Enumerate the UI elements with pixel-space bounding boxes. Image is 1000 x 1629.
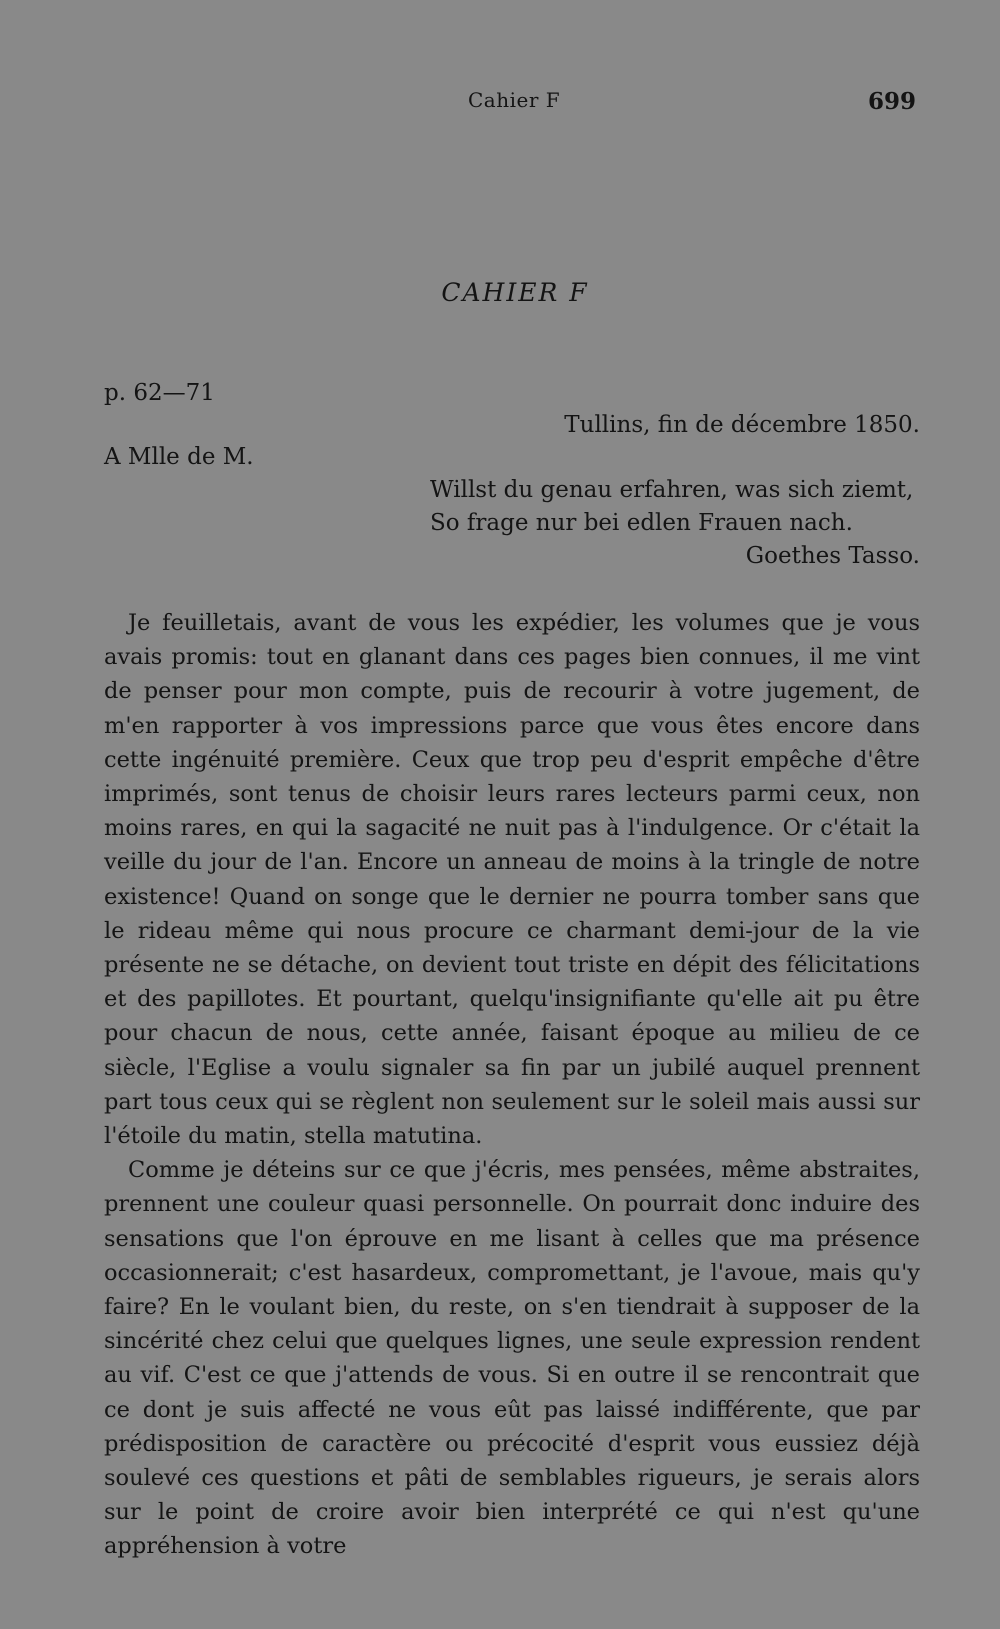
section-title: CAHIER F <box>441 278 589 307</box>
epigraph-source: Goethes Tasso. <box>745 543 920 569</box>
epigraph <box>430 474 920 573</box>
epigraph-line: Willst du genau erfahren, was sich ziemt, <box>430 477 914 503</box>
addressee: A Mlle de M. <box>104 444 254 470</box>
body-text <box>104 606 920 1564</box>
page-reference: p. 62—71 <box>104 380 215 406</box>
page-number: 699 <box>867 88 916 115</box>
paragraph: Je feuilletais, avant de vous les expédier, les volumes que je vous avais promis: tout en glanant dans ces pages bien connues, il me vint de penser pour mon compte, puis de recourir à votre jugement, de m'en rapporter à vos impressions parce que vous êtes encore dans cette ingénuité première. Ceux que trop peu d'esprit empêche d'être imprimés, sont tenus de choisir leurs rares lecteurs parmi ceux, non moins rares, en qui la sagacité ne nuit pas à l'indulgence. Or c'était la veille du jour de l'an. Encore un anneau de moins à la tringle de notre existence! Quand on songe que le dernier ne pourra tomber sans que le rideau même qui nous procure ce charmant demi-jour de la vie présente ne se détache, on devient tout triste en dépit des félicitations et des papillotes. Et pourtant, quelqu'insignifiante qu'elle ait pu être pour chacun de nous, cette année, faisant époque au milieu de ce siècle, l'Eglise a voulu signaler sa fin par un jubilé auquel prennent part tous ceux qui se règlent non seulement sur le soleil mais aussi sur l'étoile du matin, stella matutina. <box>104 610 920 1150</box>
paragraph: Comme je déteins sur ce que j'écris, mes pensées, même abstraites, prennent une couleur quasi personnelle. On pourrait donc induire des sensations que l'on éprouve en me lisant à celles que ma présence occasionnerait; c'est hasardeux, compromettant, je l'avoue, mais qu'y faire? En le voulant bien, du reste, on s'en tiendrait à supposer de la sincérité chez celui que quelques lignes, une seule expression rendent au vif. C'est ce que j'attends de vous. Si en outre il se rencontrait que ce dont je suis affecté ne vous eût pas laissé indifférente, que par prédisposition de caractère ou précocité d'esprit vous eussiez déjà soulevé ces questions et pâti de semblables rigueurs, je serais alors sur le point de croire avoir bien interprété ce qui n'est qu'une appréhension à votre <box>104 1157 920 1560</box>
epigraph-line: So frage nur bei edlen Frauen nach. <box>430 510 853 536</box>
running-head: Cahier F <box>468 88 561 112</box>
place-date: Tullins, fin de décembre 1850. <box>564 412 920 438</box>
